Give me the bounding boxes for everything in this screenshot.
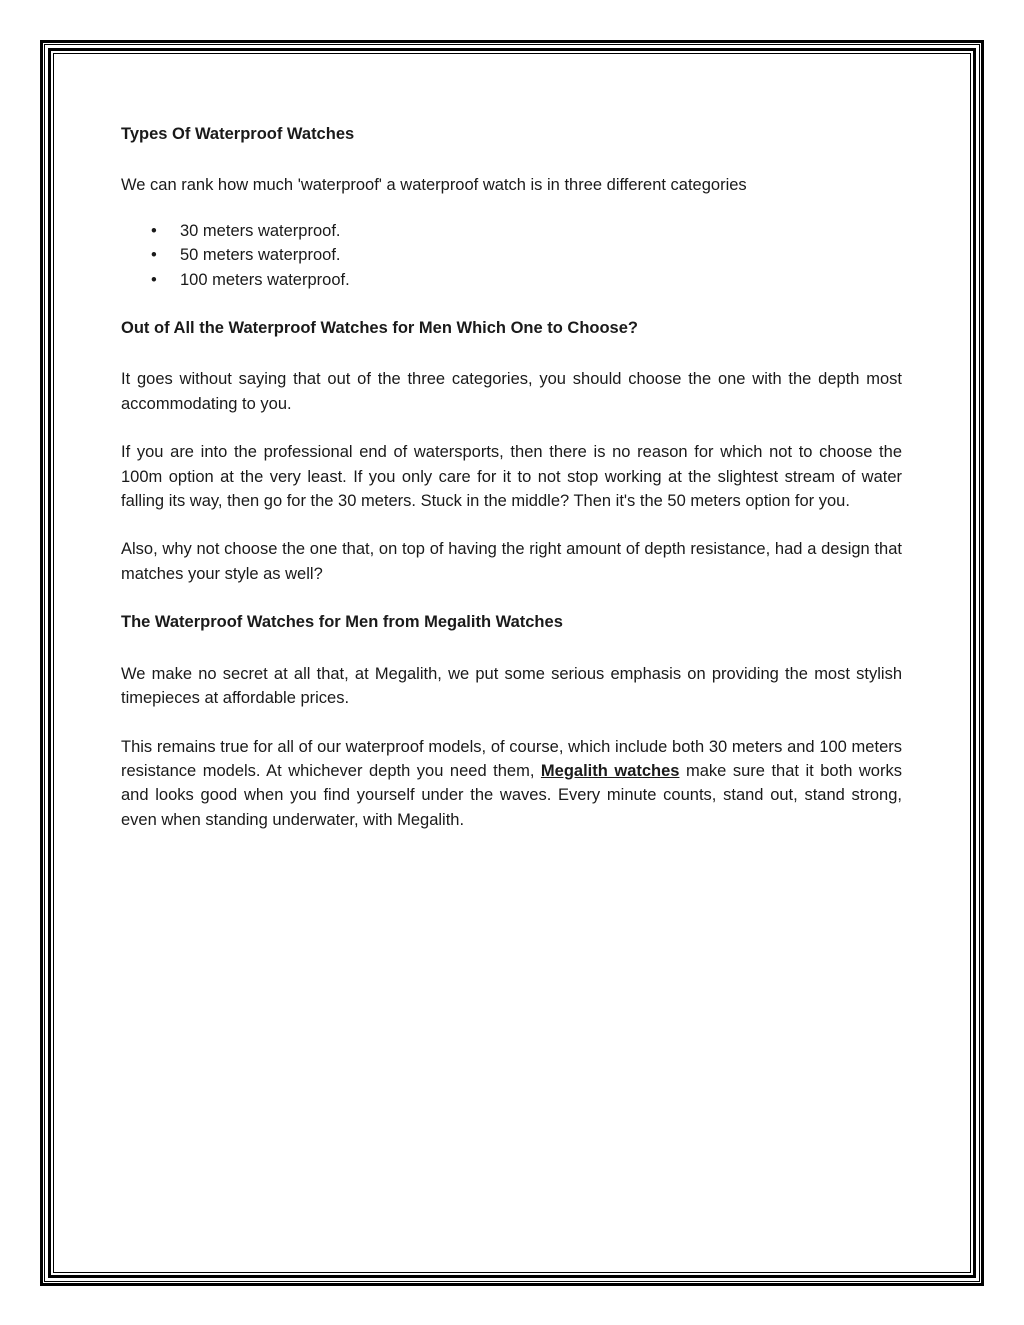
list-item [121, 268, 902, 292]
bullet-icon: • [151, 270, 157, 289]
list-item [121, 243, 902, 267]
paragraph-models-text-2: make sure that it both works and looks good when you find yourself under the waves. Every minute counts, stand out, stand strong, even when standing underwater, with Megalith. [121, 761, 902, 829]
heading-megalith: The Waterproof Watches for Men from Megalith Watches [121, 613, 563, 632]
heading-which-one: Out of All the Waterproof Watches for Men Which One to Choose? [121, 319, 638, 338]
heading-types: Types Of Waterproof Watches [121, 125, 355, 143]
paragraph-models [121, 735, 902, 833]
paragraph-depth: It goes without saying that out of the three categories, you should choose the one with the depth most accommodating to you. [121, 370, 902, 413]
intro-paragraph: We can rank how much 'waterproof' a waterproof watch is in three different categories [121, 176, 747, 195]
megalith-watches-link[interactable]: Megalith watches [540, 761, 680, 780]
list-item-text: 30 meters waterproof. [180, 221, 341, 240]
bullet-list [121, 219, 902, 292]
paragraph-professional: If you are into the professional end of watersports, then there is no reason for which not to choose the 100m option at the very least. If you only care for it to not stop working at the slightest stream of water falling its way, then go for the 30 meters. Stuck in the middle? Then it's the 50 meters option for you. [121, 443, 902, 511]
list-item-text: 100 meters waterproof. [180, 270, 350, 289]
document-body [121, 122, 902, 856]
list-item [121, 219, 902, 243]
paragraph-design: Also, why not choose the one that, on top of having the right amount of depth resistance, had a design that matches your style as well? [121, 540, 902, 583]
bullet-icon: • [151, 246, 157, 265]
paragraph-models-text-1: This remains true for all of our waterproof models, of course, which include both 30 meters and 100 meters resistance models. At whichever depth you need them, [121, 737, 902, 780]
bullet-icon: • [151, 221, 157, 240]
paragraph-emphasis: We make no secret at all that, at Megalith, we put some serious emphasis on providing the most stylish timepieces at affordable prices. [121, 664, 902, 708]
list-item-text: 50 meters waterproof. [180, 246, 341, 265]
